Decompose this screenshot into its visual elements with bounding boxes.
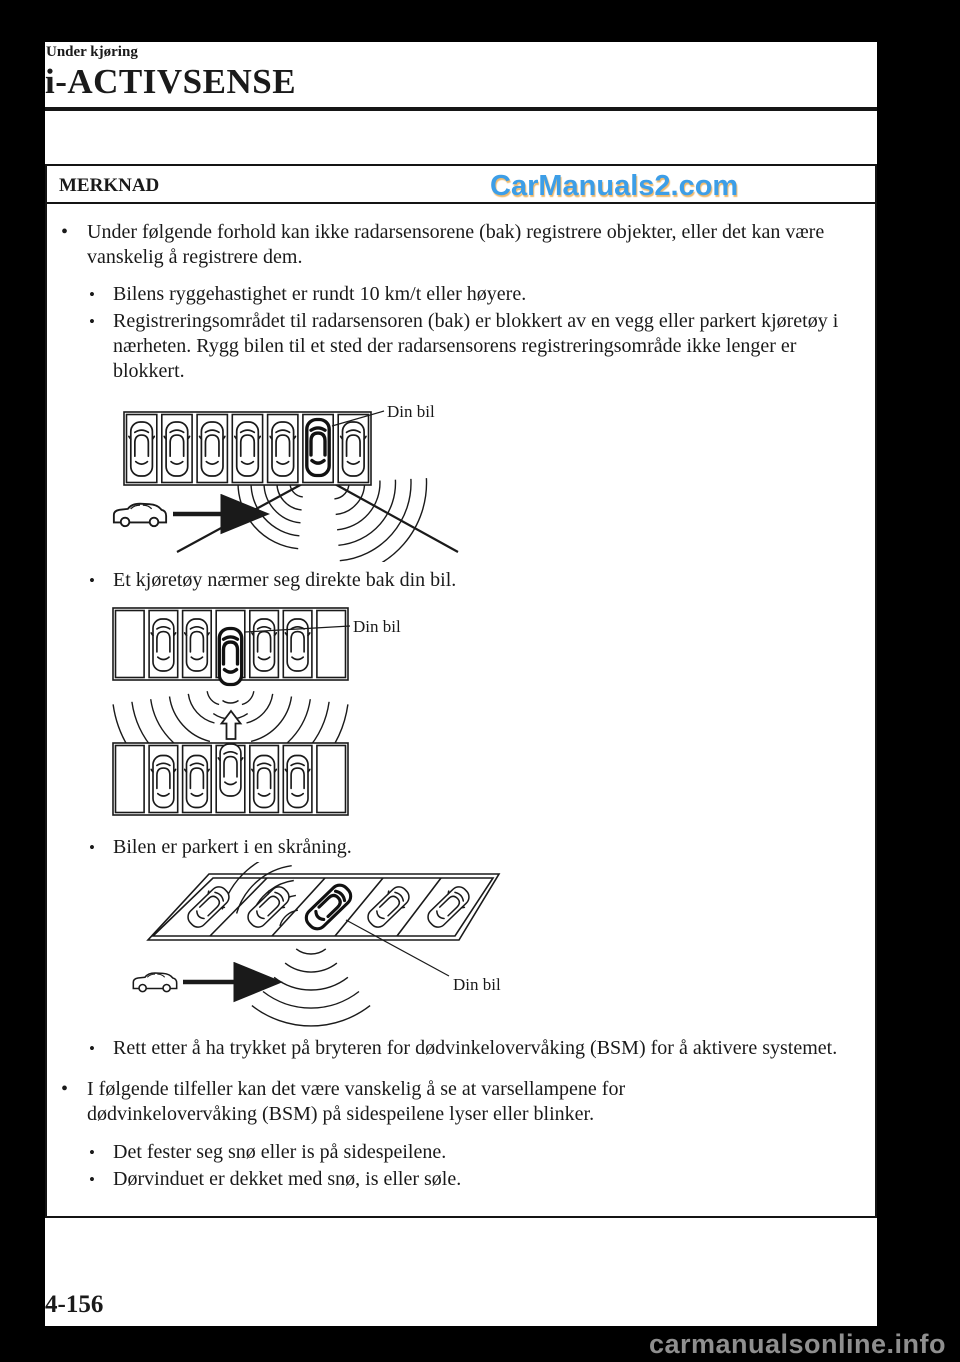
note-header: MERKNAD [47, 166, 875, 204]
page-number: 4-156 [45, 1291, 104, 1318]
parked-car [252, 619, 277, 671]
your-car [219, 629, 241, 685]
note-subitem [47, 1140, 875, 1165]
note-text: Bilen er parkert i en skråning. [113, 836, 352, 858]
note-text: Rett etter å ha trykket på bryteren for dødvinkelovervåking (BSM) for å aktivere systemet. [113, 1037, 838, 1059]
bullet-icon: • [89, 285, 95, 304]
note-text: Bilens ryggehastighet er rundt 10 km/t eller høyere. [113, 283, 527, 305]
bullet-icon: • [89, 1039, 95, 1058]
din-bil-label: Din bil [453, 975, 501, 994]
parked-car [341, 422, 367, 476]
parked-car [129, 422, 155, 476]
parked-car [164, 422, 190, 476]
reversing-arrow-icon [222, 711, 241, 739]
note-text: I følgende tilfeller kan det være vanskelig å se at varsellampene for dødvinkelovervåking (BSM) på sidespeilene lyser eller blinker. [87, 1078, 626, 1125]
approaching-car [133, 973, 176, 992]
note-text: Dørvinduet er dekket med snø, is eller søle. [113, 1168, 462, 1190]
page-title: i-ACTIVSENSE [45, 62, 297, 101]
bullet-icon: • [89, 1170, 95, 1189]
bullet-icon: • [61, 1078, 69, 1100]
watermark-top: CarManuals2.com [490, 170, 739, 202]
your-car [307, 420, 329, 476]
diagram-angled-parking [131, 862, 506, 1030]
note-subitem [47, 1036, 875, 1061]
approaching-car [218, 744, 243, 796]
parked-car [151, 619, 176, 671]
diagram-rear-approach [111, 400, 461, 562]
note-text: Det fester seg snø eller is på sidespeilene. [113, 1141, 447, 1163]
bullet-icon: • [89, 571, 95, 590]
parked-car [285, 619, 310, 671]
note-text: Under følgende forhold kan ikke radarsensorene (bak) registrere objekter, eller det kan være vanskelig å registrere dem. [87, 221, 825, 268]
parked-car [270, 422, 296, 476]
bottom-black-bar [0, 1326, 960, 1362]
parked-car [185, 756, 210, 808]
note-item [47, 220, 875, 270]
left-black-margin [0, 0, 45, 1362]
din-bil-label: Din bil [387, 402, 435, 421]
title-rule [45, 107, 877, 111]
detection-zone-lines [177, 483, 458, 552]
parked-car [185, 619, 210, 671]
din-bil-label: Din bil [353, 617, 401, 636]
parked-car [151, 756, 176, 808]
parked-car [285, 756, 310, 808]
parked-car [235, 422, 261, 476]
note-subitem [47, 835, 875, 860]
parked-car [199, 422, 225, 476]
section-kicker: Under kjøring [46, 44, 138, 60]
note-text: Et kjøretøy nærmer seg direkte bak din bil. [113, 569, 457, 591]
watermark-bottom: carmanualsonline.info [648, 1328, 946, 1359]
bullet-icon: • [89, 1143, 95, 1162]
right-black-margin [877, 0, 960, 1362]
note-subitem [47, 1167, 875, 1192]
bullet-icon: • [89, 312, 95, 331]
note-subitem [47, 309, 875, 384]
top-black-bar [0, 0, 960, 42]
note-subitem [47, 568, 875, 593]
bullet-icon: • [89, 838, 95, 857]
note-body [47, 204, 875, 1192]
bullet-icon: • [61, 221, 69, 243]
note-text: Registreringsområdet til radarsensoren (bak) er blokkert av en vegg eller parkert kjøretøy i nærheten. Rygg bilen til et sted der radarsensorens registreringsområde ikke lenger er blokkert. [113, 310, 839, 382]
note-item [47, 1077, 875, 1127]
parked-car [252, 756, 277, 808]
diagram-direct-behind [106, 605, 426, 820]
approaching-car [114, 504, 166, 526]
note-subitem [47, 282, 875, 307]
note-box [45, 164, 877, 1218]
